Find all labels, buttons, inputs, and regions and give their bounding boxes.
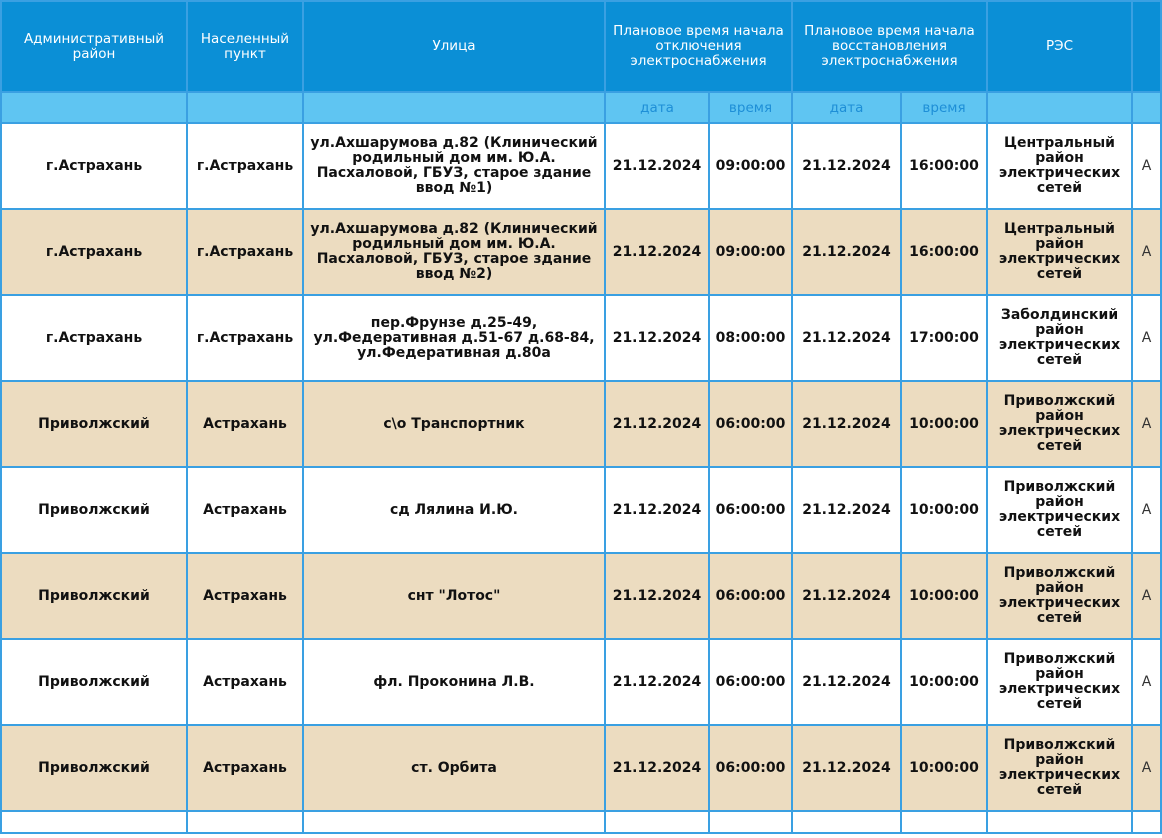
- cell-street: ул.Ахшарумова д.82 (Клинический родильный дом им. Ю.А. Пасхаловой, ГБУЗ, старое здание ввод №1): [303, 123, 605, 209]
- cell-empty: [303, 811, 605, 833]
- cell-on-date: 21.12.2024: [792, 209, 901, 295]
- cell-off-time: 09:00:00: [709, 209, 792, 295]
- cell-on-time: 10:00:00: [901, 553, 987, 639]
- cell-extra: А: [1132, 639, 1161, 725]
- subheader-empty: [187, 92, 303, 123]
- cell-on-time: 10:00:00: [901, 467, 987, 553]
- cell-off-time: 06:00:00: [709, 639, 792, 725]
- cell-off-time: 06:00:00: [709, 553, 792, 639]
- cell-on-time: 16:00:00: [901, 209, 987, 295]
- cell-street: снт "Лотос": [303, 553, 605, 639]
- cell-extra: А: [1132, 123, 1161, 209]
- cell-off-date: 21.12.2024: [605, 381, 709, 467]
- cell-street: сд Лялина И.Ю.: [303, 467, 605, 553]
- cell-on-time: 10:00:00: [901, 639, 987, 725]
- subheader-on-time: время: [901, 92, 987, 123]
- cell-on-date: 21.12.2024: [792, 725, 901, 811]
- cell-street: ст. Орбита: [303, 725, 605, 811]
- cell-settlement: г.Астрахань: [187, 123, 303, 209]
- header-off-time: Плановое время начала отключения электроснабжения: [605, 1, 792, 92]
- table-row: [1, 467, 1161, 553]
- cell-on-date: 21.12.2024: [792, 553, 901, 639]
- subheader-empty: [1132, 92, 1161, 123]
- cell-empty: [987, 811, 1132, 833]
- header-on-time: Плановое время начала восстановления электроснабжения: [792, 1, 987, 92]
- cell-off-date: 21.12.2024: [605, 639, 709, 725]
- cell-district: г.Астрахань: [1, 295, 187, 381]
- table-row: [1, 123, 1161, 209]
- cell-district: Приволжский: [1, 467, 187, 553]
- cell-res: Приволжский район электрических сетей: [987, 381, 1132, 467]
- subheader-empty: [303, 92, 605, 123]
- table-row: [1, 295, 1161, 381]
- cell-empty: [1, 811, 187, 833]
- cell-on-time: 10:00:00: [901, 381, 987, 467]
- cell-empty: [792, 811, 901, 833]
- table-row-partial: [1, 811, 1161, 833]
- cell-res: Приволжский район электрических сетей: [987, 467, 1132, 553]
- cell-district: Приволжский: [1, 553, 187, 639]
- table-row: [1, 381, 1161, 467]
- header-extra: [1132, 1, 1161, 92]
- cell-extra: А: [1132, 553, 1161, 639]
- cell-off-time: 06:00:00: [709, 381, 792, 467]
- table-row: [1, 725, 1161, 811]
- cell-on-date: 21.12.2024: [792, 467, 901, 553]
- cell-extra: А: [1132, 467, 1161, 553]
- cell-empty: [709, 811, 792, 833]
- cell-on-time: 10:00:00: [901, 725, 987, 811]
- cell-on-date: 21.12.2024: [792, 381, 901, 467]
- cell-res: Приволжский район электрических сетей: [987, 725, 1132, 811]
- cell-res: Приволжский район электрических сетей: [987, 553, 1132, 639]
- cell-district: г.Астрахань: [1, 123, 187, 209]
- table-row: [1, 209, 1161, 295]
- cell-empty: [901, 811, 987, 833]
- cell-off-date: 21.12.2024: [605, 725, 709, 811]
- header-row: [1, 1, 1161, 92]
- cell-street: фл. Проконина Л.В.: [303, 639, 605, 725]
- cell-res: Заболдинский район электрических сетей: [987, 295, 1132, 381]
- cell-on-date: 21.12.2024: [792, 295, 901, 381]
- cell-off-time: 06:00:00: [709, 725, 792, 811]
- cell-street: пер.Фрунзе д.25-49, ул.Федеративная д.51-67 д.68-84, ул.Федеративная д.80а: [303, 295, 605, 381]
- cell-settlement: Астрахань: [187, 553, 303, 639]
- header-district: Административный район: [1, 1, 187, 92]
- cell-res: Центральный район электрических сетей: [987, 123, 1132, 209]
- subheader-empty: [987, 92, 1132, 123]
- cell-res: Центральный район электрических сетей: [987, 209, 1132, 295]
- cell-extra: А: [1132, 295, 1161, 381]
- cell-settlement: Астрахань: [187, 639, 303, 725]
- cell-on-time: 17:00:00: [901, 295, 987, 381]
- subheader-on-date: дата: [792, 92, 901, 123]
- cell-empty: [605, 811, 709, 833]
- cell-off-date: 21.12.2024: [605, 467, 709, 553]
- header-settlement: Населенный пункт: [187, 1, 303, 92]
- cell-settlement: Астрахань: [187, 725, 303, 811]
- cell-off-date: 21.12.2024: [605, 553, 709, 639]
- cell-empty: [1132, 811, 1161, 833]
- cell-off-date: 21.12.2024: [605, 295, 709, 381]
- subheader-row: [1, 92, 1161, 123]
- subheader-empty: [1, 92, 187, 123]
- table-row: [1, 639, 1161, 725]
- cell-off-time: 06:00:00: [709, 467, 792, 553]
- subheader-off-time: время: [709, 92, 792, 123]
- cell-street: ул.Ахшарумова д.82 (Клинический родильный дом им. Ю.А. Пасхаловой, ГБУЗ, старое здание ввод №2): [303, 209, 605, 295]
- cell-settlement: г.Астрахань: [187, 295, 303, 381]
- header-res: РЭС: [987, 1, 1132, 92]
- cell-extra: А: [1132, 381, 1161, 467]
- cell-on-date: 21.12.2024: [792, 639, 901, 725]
- cell-off-date: 21.12.2024: [605, 209, 709, 295]
- cell-extra: А: [1132, 725, 1161, 811]
- cell-settlement: Астрахань: [187, 467, 303, 553]
- cell-district: г.Астрахань: [1, 209, 187, 295]
- cell-extra: А: [1132, 209, 1161, 295]
- subheader-off-date: дата: [605, 92, 709, 123]
- cell-off-time: 08:00:00: [709, 295, 792, 381]
- header-street: Улица: [303, 1, 605, 92]
- cell-empty: [187, 811, 303, 833]
- cell-res: Приволжский район электрических сетей: [987, 639, 1132, 725]
- cell-district: Приволжский: [1, 725, 187, 811]
- cell-off-time: 09:00:00: [709, 123, 792, 209]
- cell-off-date: 21.12.2024: [605, 123, 709, 209]
- cell-street: с\о Транспортник: [303, 381, 605, 467]
- cell-settlement: г.Астрахань: [187, 209, 303, 295]
- table-row: [1, 553, 1161, 639]
- cell-district: Приволжский: [1, 381, 187, 467]
- cell-on-date: 21.12.2024: [792, 123, 901, 209]
- cell-on-time: 16:00:00: [901, 123, 987, 209]
- cell-settlement: Астрахань: [187, 381, 303, 467]
- cell-district: Приволжский: [1, 639, 187, 725]
